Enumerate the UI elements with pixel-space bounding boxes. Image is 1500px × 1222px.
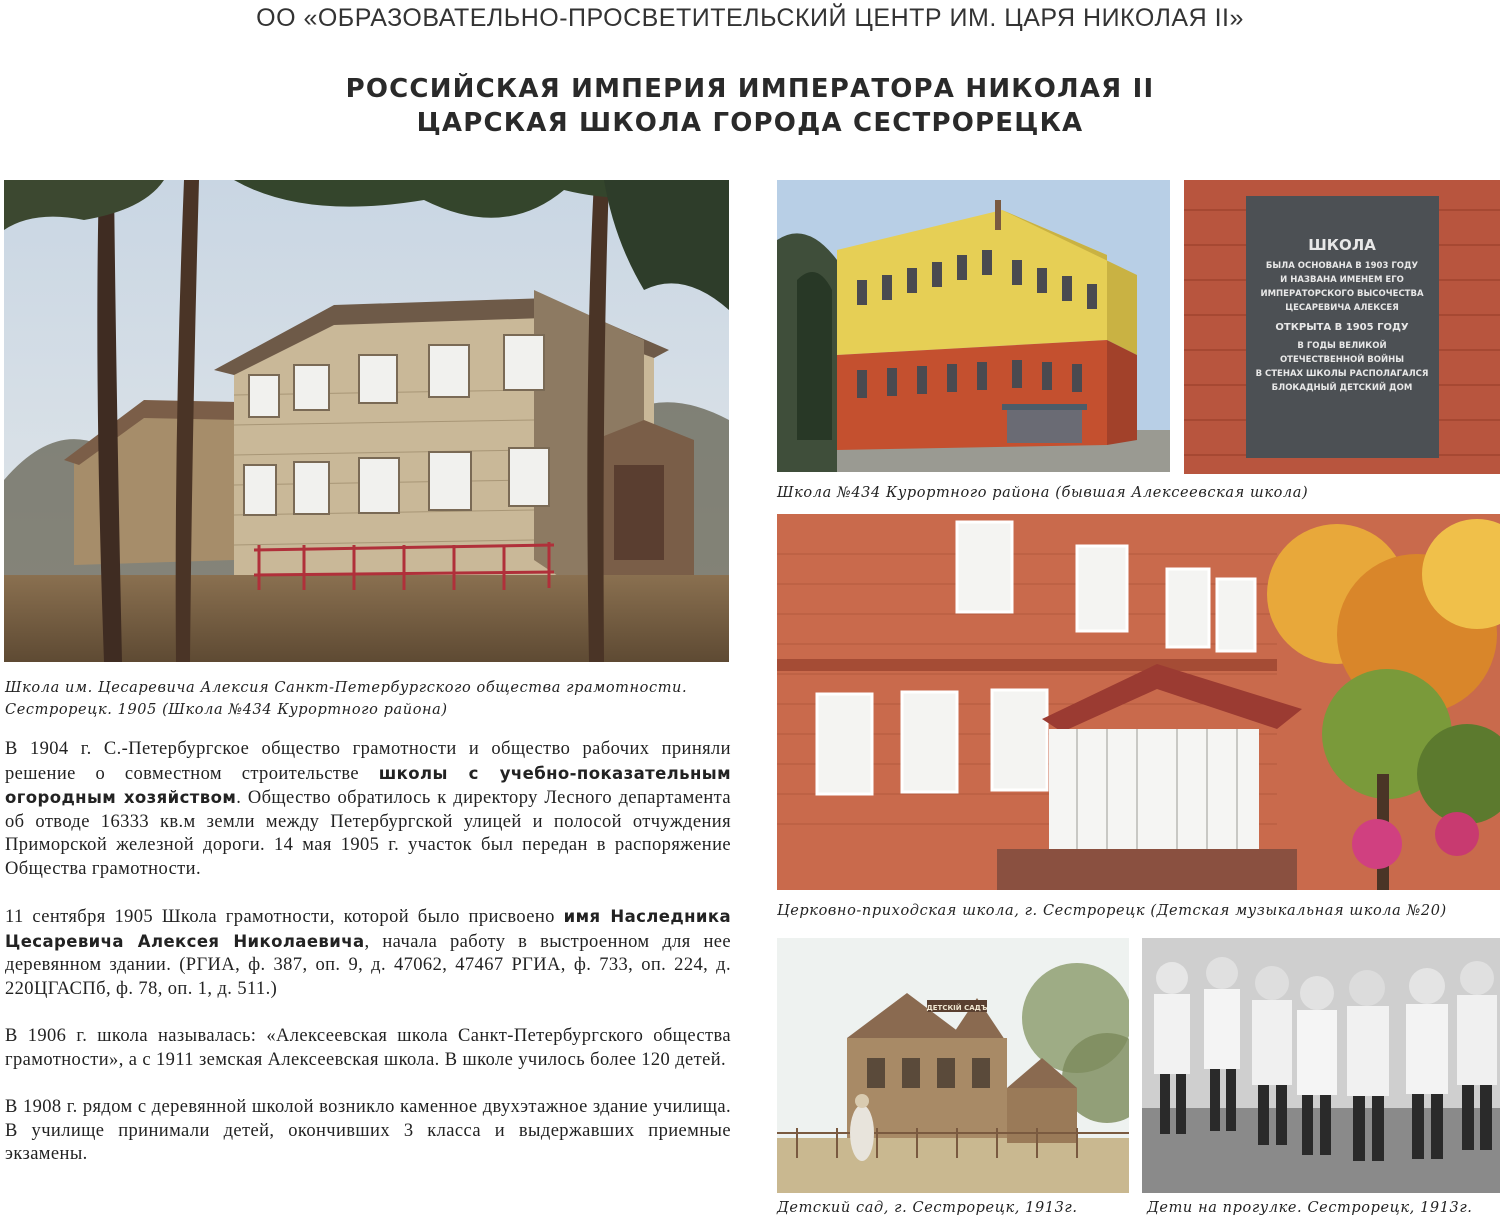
children-walk-photo <box>1142 938 1500 1193</box>
plaque-line9: БЛОКАДНЫЙ ДЕТСКИЙ ДОМ <box>1271 383 1413 393</box>
kindergarten-photo <box>777 938 1129 1193</box>
page-title-line1: РОССИЙСКАЯ ИМПЕРИЯ ИМПЕРАТОРА НИКОЛАЯ II <box>345 74 1155 104</box>
plaque-line3: ИМПЕРАТОРСКОГО ВЫСОЧЕСТВА <box>1260 289 1424 299</box>
plaque-line1: БЫЛА ОСНОВАНА В 1903 ГОДУ <box>1265 261 1419 271</box>
children-walk-caption: Дети на прогулке. Сестрорецк, 1913г. <box>1147 1200 1473 1216</box>
paragraph-2: 11 сентября 1905 Школа грамотности, которой было присвоено имя Наследника Цесаревича Алексея Николаевича, начала работу в выстроенном для нее деревянном здании. (РГИА, ф. 387, оп. 9, д. 47062, 47467 РГИА, ф. 733, оп. 224, д. 220ЦГАСПб, ф. 78, оп. 1, д. 511.) <box>5 907 731 999</box>
memorial-plaque-photo <box>1184 180 1500 474</box>
plaque-line6: В ГОДЫ ВЕЛИКОЙ <box>1297 341 1387 351</box>
plaque-line7: ОТЕЧЕСТВЕННОЙ ВОЙНЫ <box>1279 355 1405 365</box>
parish-school-photo <box>777 514 1500 890</box>
page-title-line2: ЦАРСКАЯ ШКОЛА ГОРОДА СЕСТРОРЕЦКА <box>416 108 1084 138</box>
plaque-line4: ЦЕСАРЕВИЧА АЛЕКСЕЯ <box>1285 303 1399 313</box>
paragraph-1: В 1904 г. С.-Петербургское общество грамотности и общество рабочих приняли решение о совместном строительстве школы с учебно-показательным огородным хозяйством. Общество обратилось к директору Лесного департамента об отводе 16333 кв.м земли между Петербургской улицей и полосой отчуждения Приморской железной дороги. 14 мая 1905 г. участок был передан в распоряжение Общества грамотности. <box>5 739 731 879</box>
plaque-line2: И НАЗВАНА ИМЕНЕМ ЕГО <box>1280 275 1404 285</box>
parish-school-caption: Церковно-приходская школа, г. Сестрорецк (Детская музыкальная школа №20) <box>777 903 1447 919</box>
kindergarten-caption: Детский сад, г. Сестрорецк, 1913г. <box>777 1200 1078 1216</box>
paragraph-3: В 1906 г. школа называлась: «Алексеевская школа Санкт-Петербургского общества грамотности», а с 1911 земская Алексеевская школа. В школе училось более 120 детей. <box>5 1026 731 1070</box>
school-434-caption: Школа №434 Курортного района (бывшая Алексеевская школа) <box>777 485 1309 501</box>
wooden-school-photo <box>4 180 729 662</box>
article-text <box>5 738 731 1191</box>
main-photo-caption-line2: Сестрорецк. 1905 (Школа №434 Курортного района) <box>5 702 448 718</box>
paragraph-4: В 1908 г. рядом с деревянной школой возникло каменное двухэтажное здание училища. В училище принимали детей, окончивших 3 класса и выдержавших приемные экзамены. <box>5 1097 731 1164</box>
organization-title: ОО «ОБРАЗОВАТЕЛЬНО-ПРОСВЕТИТЕЛЬСКИЙ ЦЕНТР ИМ. ЦАРЯ НИКОЛАЯ II» <box>256 4 1244 32</box>
plaque-line5: ОТКРЫТА В 1905 ГОДУ <box>1275 322 1409 333</box>
plaque-line8: В СТЕНАХ ШКОЛЫ РАСПОЛАГАЛСЯ <box>1255 369 1429 379</box>
school-434-photo <box>777 180 1170 472</box>
kindergarten-sign: ДЕТСКІЙ САДЪ <box>926 1004 988 1012</box>
plaque-title: ШКОЛА <box>1308 236 1376 254</box>
main-photo-caption-line1: Школа им. Цесаревича Алексия Санкт-Петербургского общества грамотности. <box>5 680 688 696</box>
